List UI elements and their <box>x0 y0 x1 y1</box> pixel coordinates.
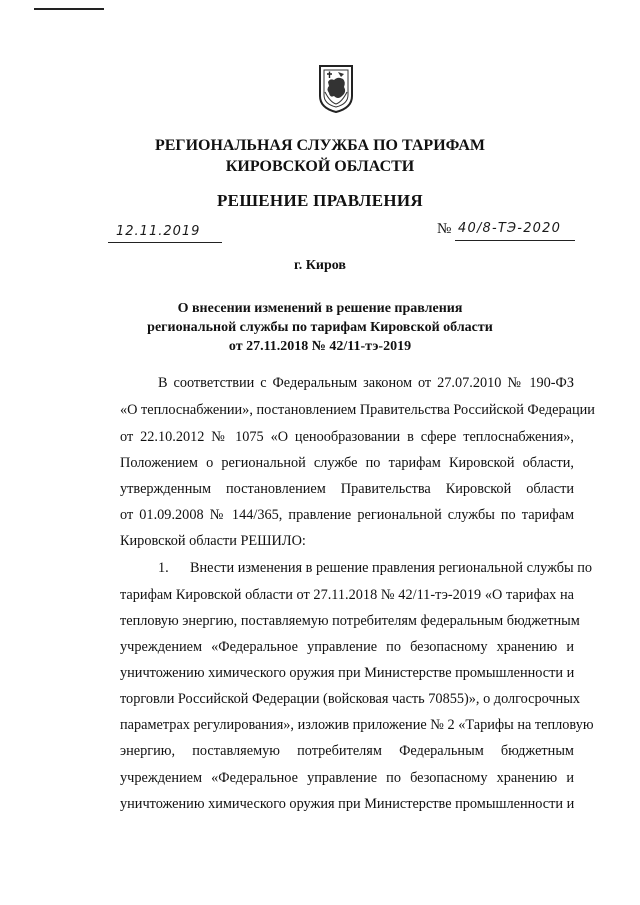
preamble-line: от 22.10.2012 № 1075 «О ценообразовании в сфере теплоснабжения», <box>120 429 574 445</box>
item-line: тепловую энергию, поставляемую потребителям федеральным бюджетным <box>120 613 580 629</box>
item-line: параметрах регулирования», изложив приложение № 2 «Тарифы на тепловую <box>120 717 594 733</box>
subject-line: от 27.11.2018 № 42/11-тэ-2019 <box>228 339 412 354</box>
preamble-line: В соответствии с Федеральным законом от 27.07.2010 № 190-ФЗ <box>158 375 574 391</box>
item-line: учреждением «Федеральное управление по безопасному хранению и <box>120 770 574 786</box>
subject-line: О внесении изменений в решение правления <box>177 301 463 316</box>
item-number: 1. <box>158 560 169 576</box>
document-number: 40/8-ТЭ-2020 <box>458 221 562 236</box>
preamble-line: Положением о региональной службе по тарифам Кировской области, <box>120 455 574 471</box>
scan-mark <box>34 8 104 10</box>
item-line: торговли Российской Федерации (войсковая часть 70855)», о долгосрочных <box>120 691 581 707</box>
city-name: г. Киров <box>294 258 346 273</box>
number-sign: № <box>437 221 452 237</box>
item-line: уничтожению химического оружия при Министерстве промышленности и <box>120 665 575 681</box>
document-date: 12.11.2019 <box>116 224 201 239</box>
preamble-line: от 01.09.2008 № 144/365, правление региональной службы по тарифам <box>120 507 574 523</box>
organization-name-line1: РЕГИОНАЛЬНАЯ СЛУЖБА ПО ТАРИФАМ <box>154 137 486 154</box>
item-line: энергию, поставляемую потребителям Федеральным бюджетным <box>120 743 574 759</box>
item-line: Внести изменения в решение правления региональной службы по <box>190 560 593 576</box>
item-line: учреждением «Федеральное управление по безопасному хранению и <box>120 639 574 655</box>
preamble-line: Кировской области РЕШИЛО: <box>120 533 306 549</box>
subject-line: региональной службы по тарифам Кировской области <box>147 320 493 335</box>
coat-of-arms-icon <box>316 62 356 114</box>
item-line: тарифам Кировской области от 27.11.2018 № 42/11-тэ-2019 «О тарифах на <box>120 587 574 603</box>
organization-name-line2: КИРОВСКОЙ ОБЛАСТИ <box>225 158 415 175</box>
item-line: уничтожению химического оружия при Министерстве промышленности и <box>120 796 575 812</box>
preamble-line: утвержденным постановлением Правительства Кировской области <box>120 481 574 497</box>
document-type-title: РЕШЕНИЕ ПРАВЛЕНИЯ <box>217 191 423 210</box>
preamble-line: «О теплоснабжении», постановлением Правительства Российской Федерации <box>120 402 595 418</box>
